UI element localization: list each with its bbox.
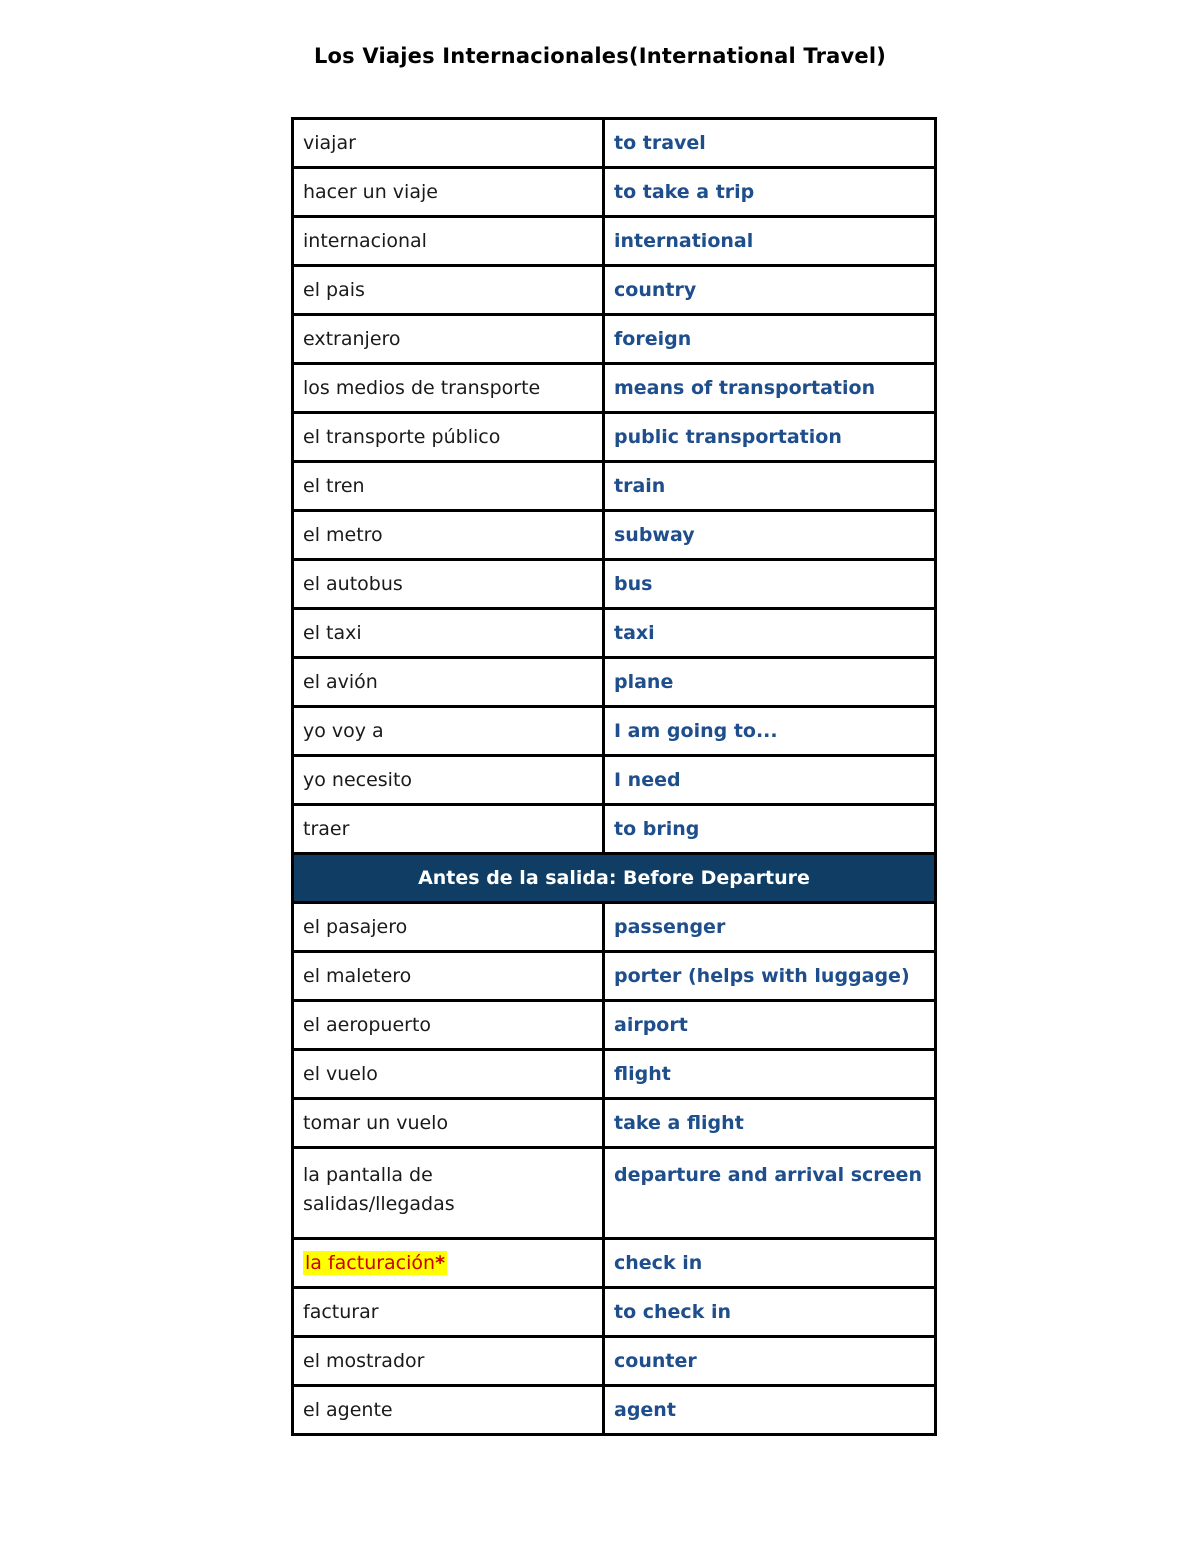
english-translation: to bring (604, 805, 936, 854)
table-row (293, 1099, 936, 1148)
table-row (293, 364, 936, 413)
table-row (293, 1001, 936, 1050)
spanish-term (293, 1239, 604, 1288)
english-translation: departure and arrival screen (604, 1148, 936, 1239)
table-row (293, 462, 936, 511)
english-translation: foreign (604, 315, 936, 364)
english-translation: to travel (604, 119, 936, 168)
spanish-term: el vuelo (293, 1050, 604, 1099)
english-translation: to check in (604, 1288, 936, 1337)
english-translation: means of transportation (604, 364, 936, 413)
spanish-term: facturar (293, 1288, 604, 1337)
spanish-term: los medios de transporte (293, 364, 604, 413)
english-translation: porter (helps with luggage) (604, 952, 936, 1001)
spanish-term (293, 1148, 604, 1239)
section-header-row (293, 854, 936, 903)
english-translation: to take a trip (604, 168, 936, 217)
english-translation: country (604, 266, 936, 315)
spanish-term: el aeropuerto (293, 1001, 604, 1050)
table-row (293, 756, 936, 805)
table-row (293, 1337, 936, 1386)
english-translation: taxi (604, 609, 936, 658)
table-row (293, 119, 936, 168)
spanish-term: el pasajero (293, 903, 604, 952)
section-header: Antes de la salida: Before Departure (293, 854, 936, 903)
table-row (293, 707, 936, 756)
table-row (293, 413, 936, 462)
spanish-term: el pais (293, 266, 604, 315)
table-row (293, 1148, 936, 1239)
spanish-term-line: salidas/llegadas (303, 1193, 455, 1215)
table-row (293, 560, 936, 609)
vocabulary-table (291, 117, 937, 1436)
spanish-term: el metro (293, 511, 604, 560)
english-translation: plane (604, 658, 936, 707)
table-row (293, 1050, 936, 1099)
table-row (293, 315, 936, 364)
english-translation: international (604, 217, 936, 266)
spanish-term: el tren (293, 462, 604, 511)
english-translation: passenger (604, 903, 936, 952)
english-translation: bus (604, 560, 936, 609)
table-row (293, 511, 936, 560)
table-row (293, 658, 936, 707)
english-translation: subway (604, 511, 936, 560)
table-row (293, 805, 936, 854)
highlighted-term (303, 1251, 447, 1275)
spanish-term: yo voy a (293, 707, 604, 756)
page-title: Los Viajes Internacionales(International Travel) (313, 44, 887, 68)
asterisk-mark: * (435, 1251, 446, 1274)
table-row (293, 1288, 936, 1337)
spanish-term: internacional (293, 217, 604, 266)
spanish-term: extranjero (293, 315, 604, 364)
spanish-term: el agente (293, 1386, 604, 1435)
table-row (293, 952, 936, 1001)
spanish-term: el maletero (293, 952, 604, 1001)
highlighted-term-text: la facturación (305, 1251, 436, 1274)
spanish-term: viajar (293, 119, 604, 168)
english-translation: train (604, 462, 936, 511)
spanish-term: el transporte público (293, 413, 604, 462)
english-translation: airport (604, 1001, 936, 1050)
table-row (293, 217, 936, 266)
spanish-term: tomar un vuelo (293, 1099, 604, 1148)
english-translation: I need (604, 756, 936, 805)
spanish-term: el autobus (293, 560, 604, 609)
spanish-term-line: la pantalla de (303, 1164, 433, 1186)
english-translation: I am going to... (604, 707, 936, 756)
spanish-term: el avión (293, 658, 604, 707)
english-translation: check in (604, 1239, 936, 1288)
table-row (293, 168, 936, 217)
english-translation: counter (604, 1337, 936, 1386)
spanish-term: hacer un viaje (293, 168, 604, 217)
english-translation: agent (604, 1386, 936, 1435)
english-translation: flight (604, 1050, 936, 1099)
spanish-term: el mostrador (293, 1337, 604, 1386)
english-translation: public transportation (604, 413, 936, 462)
table-row (293, 903, 936, 952)
table-row (293, 1386, 936, 1435)
table-row (293, 266, 936, 315)
english-translation: take a flight (604, 1099, 936, 1148)
spanish-term: yo necesito (293, 756, 604, 805)
table-row (293, 1239, 936, 1288)
table-row (293, 609, 936, 658)
spanish-term: el taxi (293, 609, 604, 658)
spanish-term: traer (293, 805, 604, 854)
